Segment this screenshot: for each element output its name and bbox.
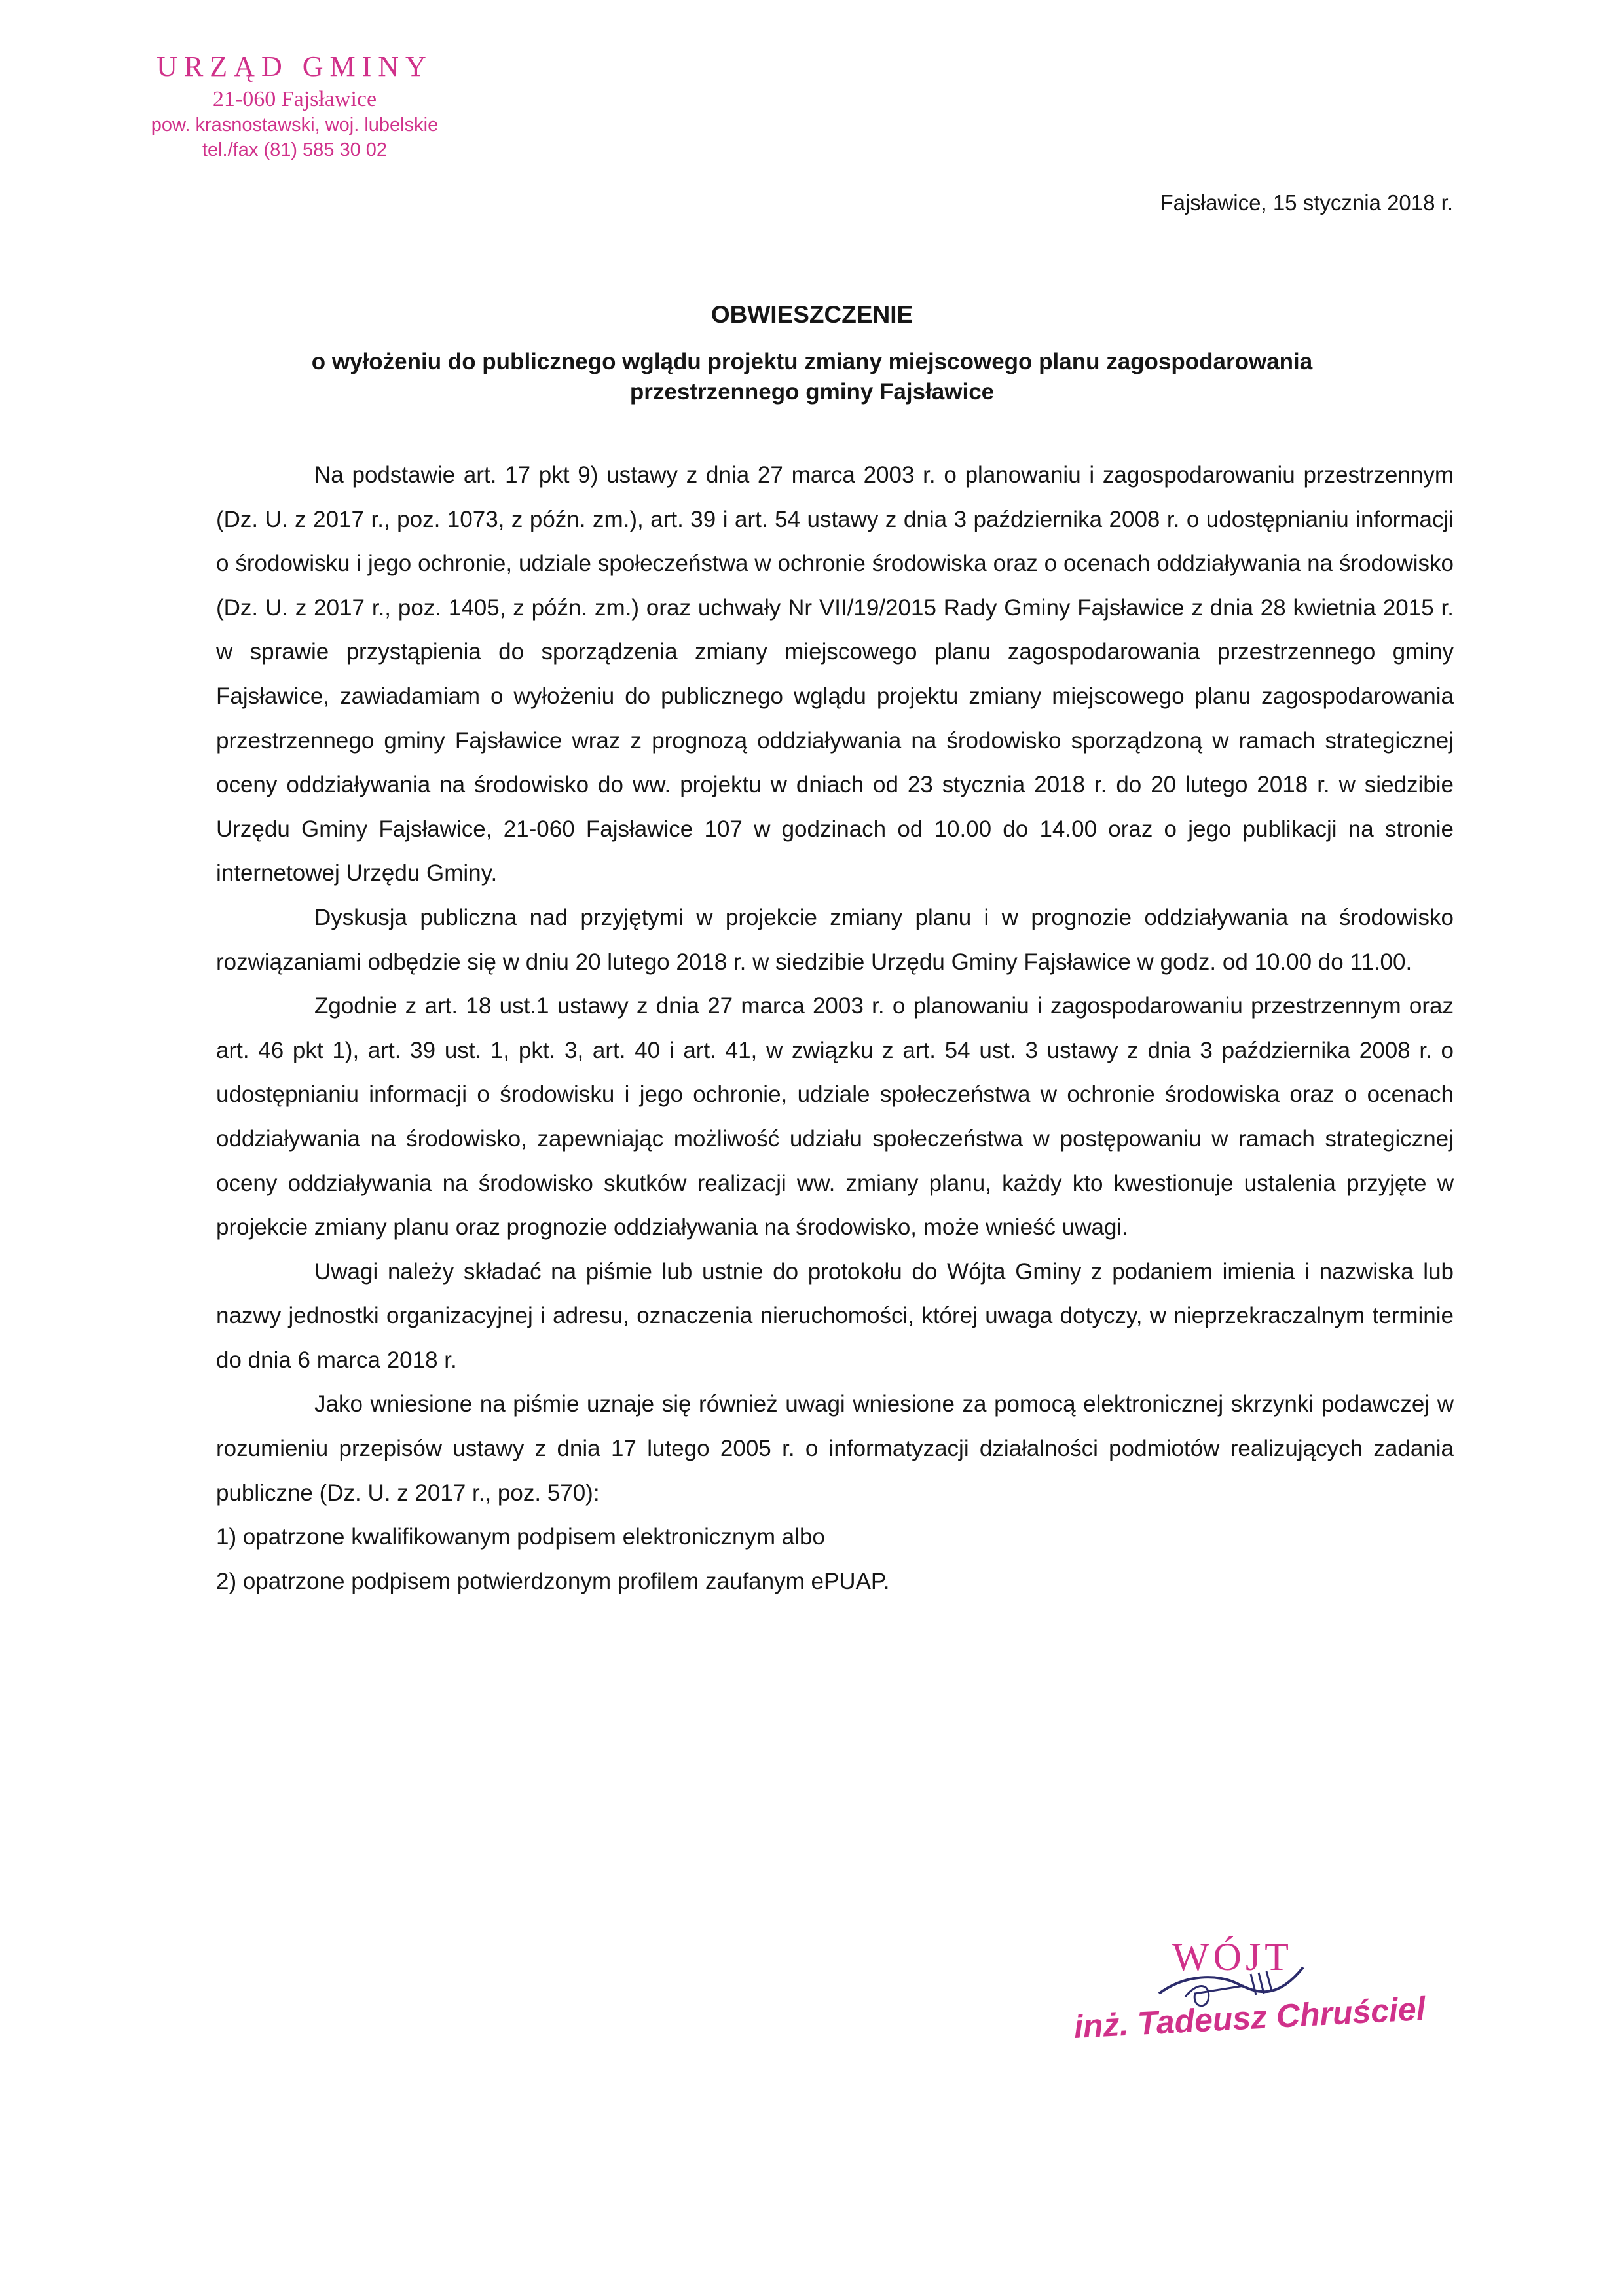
signature-role-stamp: WÓJT bbox=[1172, 1935, 1293, 1978]
paragraph-public-discussion: Dyskusja publiczna nad przyjętymi w projekcie zmiany planu i w prognozie oddziaływania na środowisko rozwiązaniami odbędzie się w dniu 20 lutego 2018 r. w siedzibie Urzędu Gminy Fajsławice w godz. od 10.00 do 11.00. bbox=[216, 904, 1454, 975]
office-stamp bbox=[98, 47, 491, 162]
document-title: OBWIESZCZENIE bbox=[710, 301, 913, 328]
announcement-body bbox=[216, 453, 1454, 1603]
list-item: 1) opatrzone kwalifikowanym podpisem elektronicznym albo bbox=[216, 1524, 825, 1550]
subtitle-line-1: o wyłożeniu do publicznego wglądu projektu zmiany miejscowego planu zagospodarowania bbox=[311, 349, 1313, 374]
stamp-district: pow. krasnostawski, woj. lubelskie bbox=[151, 115, 439, 136]
paragraph-legal-basis: Na podstawie art. 17 pkt 9) ustawy z dnia 27 marca 2003 r. o planowaniu i zagospodarowaniu przestrzennym (Dz. U. z 2017 r., poz. 1073, z późn. zm.), art. 39 i art. 54 ustawy z dnia 3 października 2008 r. o udostępnianiu informacji o środowisku i jego ochronie, udziale społeczeństwa w ochronie środowiska oraz o ocenach oddziaływania na środowisko (Dz. U. z 2017 r., poz. 1405, z późn. zm.) oraz uchwały Nr VII/19/2015 Rady Gminy Fajsławice z dnia 28 kwietnia 2015 r. w sprawie przystąpienia do sporządzenia zmiany miejscowego planu zagospodarowania przestrzennego gminy Fajsławice, zawiadamiam o wyłożeniu do publicznego wglądu projektu zmiany miejscowego planu zagospodarowania przestrzennego gminy Fajsławice wraz z prognozą oddziaływania na środowisko sporządzoną w ramach strategicznej oceny oddziaływania na środowisko do ww. projektu w dniach od 23 stycznia 2018 r. do 20 lutego 2018 r. w siedzibie Urzędu Gminy Fajsławice, 21-060 Fajsławice 107 w godzinach od 10.00 do 14.00 oraz o jego publikacji na stronie internetowej Urzędu Gminy. bbox=[216, 462, 1454, 886]
paragraph-right-to-comment: Zgodnie z art. 18 ust.1 ustawy z dnia 27 marca 2003 r. o planowaniu i zagospodarowaniu przestrzennym oraz art. 46 pkt 1), art. 39 ust. 1, pkt. 3, art. 40 i art. 41, w związku z art. 54 ust. 3 ustawy z dnia 3 października 2008 r. o udostępnianiu informacji o środowisku i jego ochronie, udziale społeczeństwa w ochronie środowiska oraz o ocenach oddziaływania na środowisko, zapewniając możliwość udziału społeczeństwa w postępowaniu w ramach strategicznej oceny oddziaływania na środowisko skutków realizacji ww. zmiany planu, każdy kto kwestionuje ustalenia przyjęte w projekcie zmiany planu oraz prognozie oddziaływania na środowisko, może wnieść uwagi. bbox=[216, 993, 1454, 1241]
paragraph-electronic-submission: Jako wniesione na piśmie uznaje się również uwagi wniesione za pomocą elektronicznej skrzynki podawczej w rozumieniu przepisów ustawy z dnia 17 lutego 2005 r. o informatyzacji działalności podmiotów realizujących zadania publiczne (Dz. U. z 2017 r., poz. 570): bbox=[216, 1391, 1454, 1506]
signature-block bbox=[1074, 1935, 1441, 2066]
paragraph-comment-deadline: Uwagi należy składać na piśmie lub ustnie do protokołu do Wójta Gminy z podaniem imienia i nazwiska lub nazwy jednostki organizacyjnej i adresu, oznaczenia nieruchomości, której uwaga dotyczy, w nieprzekraczalnym terminie do dnia 6 marca 2018 r. bbox=[216, 1258, 1454, 1373]
stamp-phone: tel./fax (81) 585 30 02 bbox=[202, 139, 388, 160]
signatory-name: inż. Tadeusz Chruściel bbox=[1073, 1990, 1426, 2045]
place-and-date: Fajsławice, 15 stycznia 2018 r. bbox=[1160, 191, 1453, 215]
list-item: 2) opatrzone podpisem potwierdzonym profilem zaufanym ePUAP. bbox=[216, 1568, 890, 1594]
stamp-postal-address: 21-060 Fajsławice bbox=[212, 87, 377, 111]
document-subtitle bbox=[196, 347, 1428, 407]
subtitle-line-2: przestrzennego gminy Fajsławice bbox=[629, 379, 995, 405]
stamp-office-name: URZĄD GMINY bbox=[157, 50, 433, 82]
